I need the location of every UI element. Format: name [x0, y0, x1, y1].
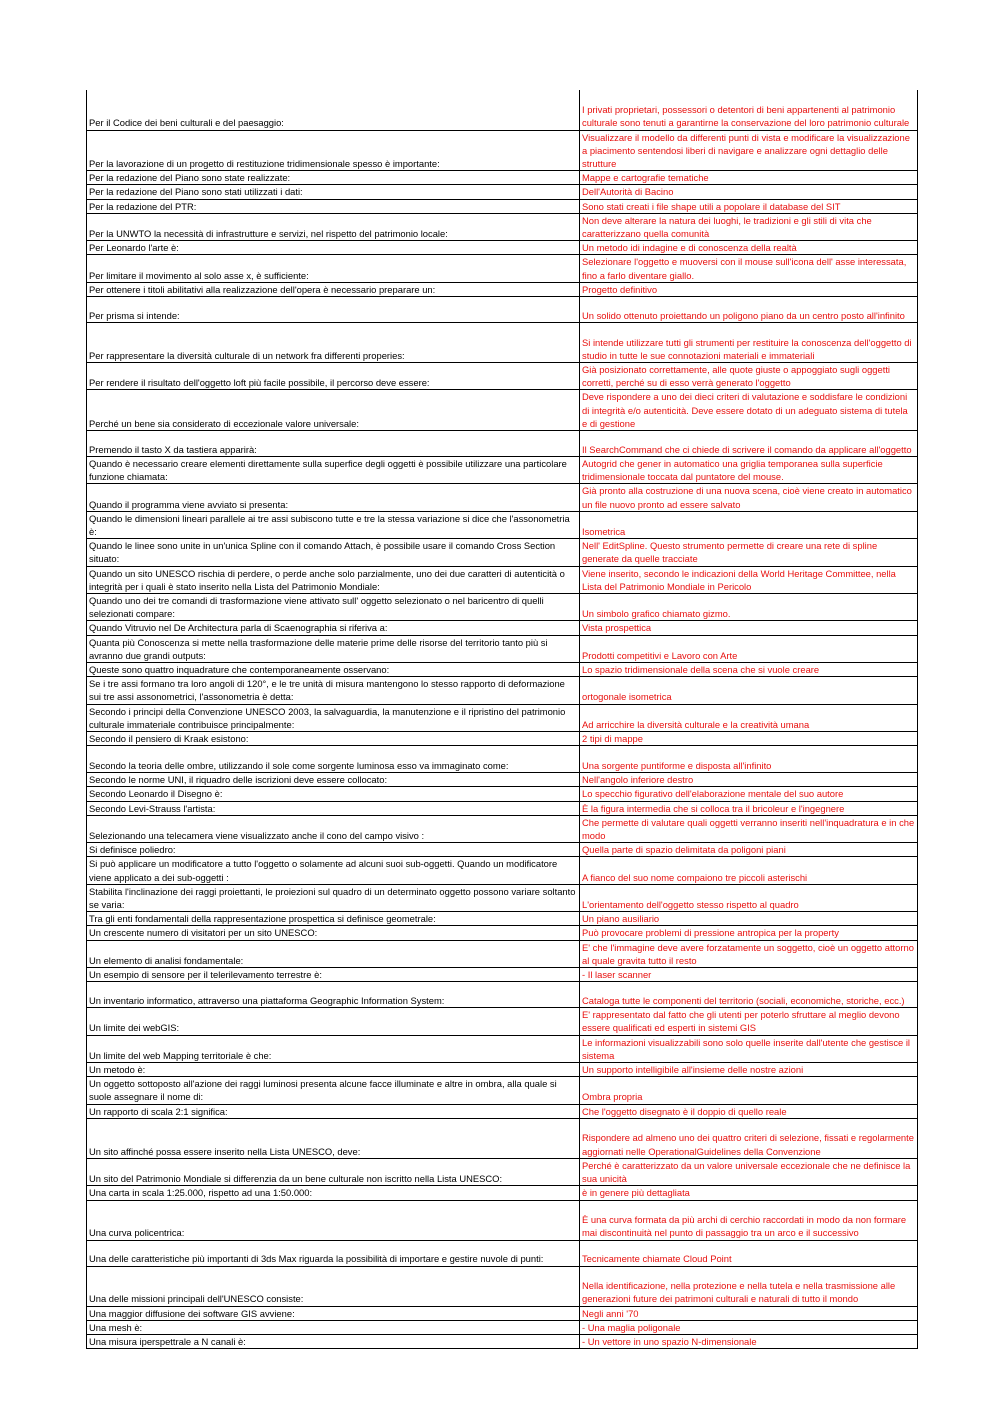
answer-cell: E' che l'immagine deve avere forzatamente un soggetto, cioè un oggetto attorno al quale gravita tutto il resto [580, 940, 918, 967]
question-cell: Quando le linee sono unite in un'unica Spline con il comando Attach, è possibile usare il comando Cross Section situato: [87, 539, 580, 566]
question-cell: Per ottenere i titoli abilitativi alla realizzazione dell'opera è necessario preparare un: [87, 282, 580, 296]
answer-cell: Un piano ausiliario [580, 912, 918, 926]
table-row [87, 390, 918, 431]
question-cell: Una delle missioni principali dell'UNESCO consiste: [87, 1266, 580, 1306]
answer-cell: I privati proprietari, possessori o detentori di beni appartenenti al patrimonio culturale sono tenuti a garantirne la conservazione del loro patrimonio culturale [580, 90, 918, 130]
table-row [87, 241, 918, 255]
answer-cell: Tecnicamente chiamate Cloud Point [580, 1240, 918, 1266]
table-row [87, 1104, 918, 1118]
table-row [87, 815, 918, 842]
question-cell: Un limite dei webGIS: [87, 1008, 580, 1035]
answer-cell: A fianco del suo nome compaiono tre piccoli asterischi [580, 857, 918, 884]
answer-cell: È la figura intermedia che si colloca tra il bricoleur e l'ingegnere [580, 801, 918, 815]
question-cell: Quando Vitruvio nel De Architectura parla di Scaenographia si riferiva a: [87, 621, 580, 635]
table-row [87, 1240, 918, 1266]
answer-cell: Ombra propria [580, 1077, 918, 1104]
answer-cell: Visualizzare il modello da differenti punti di vista e modificare la visualizzazione a piacimento sentendosi liberi di navigare e analizzare ogni dettaglio delle strutture [580, 130, 918, 171]
answer-cell: è in genere più dettagliata [580, 1186, 918, 1200]
answer-cell: Un simbolo grafico chiamato gizmo. [580, 593, 918, 620]
table-row [87, 801, 918, 815]
table-row [87, 1266, 918, 1306]
question-cell: Premendo il tasto X da tastiera apparirà: [87, 430, 580, 456]
question-cell: Quando uno dei tre comandi di trasformazione viene attivato sull' oggetto selezionato o nel baricentro di quelli selezionati compare: [87, 593, 580, 620]
table-row [87, 1158, 918, 1185]
question-cell: Quando è necessario creare elementi direttamente sulla superfice degli oggetti è possibile utilizzare una particolare funzione chiamata: [87, 456, 580, 483]
question-cell: Secondo le norme UNI, il riquadro delle iscrizioni deve essere collocato: [87, 773, 580, 787]
table-row [87, 663, 918, 677]
answer-cell: Deve rispondere a uno dei dieci criteri di valutazione e soddisfare le condizioni di integrità e/o autenticità. Deve essere dotato di un adeguato sistema di tutela e di gestione [580, 390, 918, 431]
table-row [87, 213, 918, 240]
answer-cell: Mappe e cartografie tematiche [580, 171, 918, 185]
table-row [87, 484, 918, 511]
table-row [87, 968, 918, 982]
question-cell: Una maggior diffusione dei software GIS avviene: [87, 1306, 580, 1320]
table-row [87, 787, 918, 801]
answer-cell: L'orientamento dell'oggetto stesso rispetto al quadro [580, 884, 918, 911]
table-row [87, 843, 918, 857]
question-cell: Per prisma si intende: [87, 296, 580, 322]
table-row [87, 1334, 918, 1348]
answer-cell: Progetto definitivo [580, 282, 918, 296]
question-cell: Selezionando una telecamera viene visualizzato anche il cono del campo visivo : [87, 815, 580, 842]
answer-cell: Già pronto alla costruzione di una nuova scena, cioè viene creato in automatico un file nuovo pronto ad essere salvato [580, 484, 918, 511]
question-cell: Per la redazione del Piano sono state realizzate: [87, 171, 580, 185]
answer-cell: Nella identificazione, nella protezione e nella tutela e nella trasmissione alle generazioni future dei patrimoni culturali e naturali di tutto il mondo [580, 1266, 918, 1306]
table-row [87, 773, 918, 787]
answer-cell: - Un vettore in uno spazio N-dimensionale [580, 1334, 918, 1348]
answer-cell: Già posizionato correttamente, alle quote giuste o appoggiato sugli oggetti corretti, perché su di esso verrà generato l'oggetto [580, 362, 918, 389]
question-cell: Per limitare il movimento al solo asse x, è sufficiente: [87, 255, 580, 282]
table-row [87, 593, 918, 620]
question-cell: Una mesh è: [87, 1320, 580, 1334]
answer-cell: - Una maglia poligonale [580, 1320, 918, 1334]
table-row [87, 185, 918, 199]
question-cell: Un inventario informatico, attraverso una piattaforma Geographic Information System: [87, 982, 580, 1008]
table-row [87, 635, 918, 662]
table-row [87, 940, 918, 967]
table-row [87, 1200, 918, 1240]
question-cell: Un esempio di sensore per il telerilevamento terrestre è: [87, 968, 580, 982]
answer-cell: Sono stati creati i file shape utili a popolare il database del SIT [580, 199, 918, 213]
question-cell: Se i tre assi formano tra loro angoli di 120°, e le tre unità di misura mantengono lo stesso rapporto di deformazione sui tre assi assonometrici, l'assonometria è detta: [87, 677, 580, 704]
table-row [87, 362, 918, 389]
question-cell: Un elemento di analisi fondamentale: [87, 940, 580, 967]
question-cell: Secondo la teoria delle ombre, utilizzando il sole come sorgente luminosa esso va immaginato come: [87, 746, 580, 773]
table-row [87, 912, 918, 926]
table-row [87, 1063, 918, 1077]
answer-cell: Che l'oggetto disegnato è il doppio di quello reale [580, 1104, 918, 1118]
question-cell: Un rapporto di scala 2:1 significa: [87, 1104, 580, 1118]
table-row [87, 677, 918, 704]
table-row [87, 296, 918, 322]
answer-cell: Un supporto intelligibile all'insieme delle nostre azioni [580, 1063, 918, 1077]
answer-cell: Una sorgente puntiforme e disposta all'infinito [580, 746, 918, 773]
question-cell: Quando le dimensioni lineari parallele ai tre assi subiscono tutte e tre la stessa variazione si dice che l'assonometria è: [87, 511, 580, 538]
table-row [87, 90, 918, 130]
question-cell: Una carta in scala 1:25.000, rispetto ad una 1:50.000: [87, 1186, 580, 1200]
table-row [87, 884, 918, 911]
question-cell: Una misura iperspettrale a N canali è: [87, 1334, 580, 1348]
question-cell: Una delle caratteristiche più importanti di 3ds Max riguarda la possibilità di importare e gestire nuvole di punti: [87, 1240, 580, 1266]
question-cell: Un metodo è: [87, 1063, 580, 1077]
answer-cell: Si intende utilizzare tutti gli strumenti per restituire la conoscenza dell'oggetto di studio in tutte le sue connotazioni materiali e immateriali [580, 322, 918, 362]
answer-cell: Quella parte di spazio delimitata da poligoni piani [580, 843, 918, 857]
answer-cell: Nell'angolo inferiore destro [580, 773, 918, 787]
question-cell: Quando un sito UNESCO rischia di perdere, o perde anche solo parzialmente, uno dei due caratteri di autenticità o integrità per i quali è stato inserito nella Lista del Patrimonio Mondiale: [87, 566, 580, 593]
table-row [87, 857, 918, 884]
table-row [87, 430, 918, 456]
question-cell: Per il Codice dei beni culturali e del paesaggio: [87, 90, 580, 130]
answer-cell: Isometrica [580, 511, 918, 538]
table-row [87, 1320, 918, 1334]
question-cell: Quanta più Conoscenza si mette nella trasformazione delle materie prime delle risorse del territorio tanto più si avranno due grandi outputs: [87, 635, 580, 662]
table-row [87, 130, 918, 171]
answer-cell: Cataloga tutte le componenti del territorio (sociali, economiche, storiche, ecc.) [580, 982, 918, 1008]
question-cell: Un limite del web Mapping territoriale è che: [87, 1035, 580, 1062]
question-cell: Secondo Leonardo il Disegno è: [87, 787, 580, 801]
question-cell: Stabilita l'inclinazione dei raggi proiettanti, le proiezioni sul quadro di un determinato oggetto possono variare soltanto se varia: [87, 884, 580, 911]
answer-cell: Negli anni '70 [580, 1306, 918, 1320]
question-cell: Per la lavorazione di un progetto di restituzione tridimensionale spesso è importante: [87, 130, 580, 171]
question-cell: Una curva policentrica: [87, 1200, 580, 1240]
table-row [87, 621, 918, 635]
table-row [87, 1008, 918, 1035]
answer-cell: Dell'Autorità di Bacino [580, 185, 918, 199]
question-cell: Un sito affinché possa essere inserito nella Lista UNESCO, deve: [87, 1118, 580, 1158]
question-cell: Secondo il pensiero di Kraak esistono: [87, 732, 580, 746]
question-cell: Queste sono quattro inquadrature che contemporaneamente osservano: [87, 663, 580, 677]
answer-cell: Prodotti competitivi e Lavoro con Arte [580, 635, 918, 662]
answer-cell: Lo spazio tridimensionale della scena che si vuole creare [580, 663, 918, 677]
question-cell: Si definisce poliedro: [87, 843, 580, 857]
table-row [87, 322, 918, 362]
answer-cell: 2 tipi di mappe [580, 732, 918, 746]
answer-cell: Nell' EditSpline. Questo strumento permette di creare una rete di spline generate da quelle tracciate [580, 539, 918, 566]
question-cell: Quando il programma viene avviato si presenta: [87, 484, 580, 511]
answer-cell: Vista prospettica [580, 621, 918, 635]
table-row [87, 199, 918, 213]
answer-cell: Ad arricchire la diversità culturale e la creatività umana [580, 704, 918, 731]
table-row [87, 1118, 918, 1158]
table-row [87, 456, 918, 483]
question-cell: Tra gli enti fondamentali della rappresentazione prospettica si definisce geometrale: [87, 912, 580, 926]
table-row [87, 1035, 918, 1062]
question-cell: Per la UNWTO la necessità di infrastrutture e servizi, nel rispetto del patrimonio locale: [87, 213, 580, 240]
table-row [87, 282, 918, 296]
table-row [87, 982, 918, 1008]
answer-cell: Viene inserito, secondo le indicazioni della World Heritage Committee, nella Lista del Patrimonio Mondiale in Pericolo [580, 566, 918, 593]
answer-cell: Può provocare problemi di pressione antropica per la property [580, 926, 918, 940]
table-row [87, 566, 918, 593]
answer-cell: Che permette di valutare quali oggetti verranno inseriti nell'inquadratura e in che modo [580, 815, 918, 842]
qa-table [86, 90, 918, 1349]
table-row [87, 539, 918, 566]
table-row [87, 1077, 918, 1104]
question-cell: Per la redazione del Piano sono stati utilizzati i dati: [87, 185, 580, 199]
question-cell: Un sito del Patrimonio Mondiale si differenzia da un bene culturale non iscritto nella Lista UNESCO: [87, 1158, 580, 1185]
answer-cell: Un metodo idi indagine e di conoscenza della realtà [580, 241, 918, 255]
question-cell: Secondo Levi-Strauss l'artista: [87, 801, 580, 815]
answer-cell: ortogonale isometrica [580, 677, 918, 704]
table-row [87, 746, 918, 773]
table-row [87, 732, 918, 746]
answer-cell: Non deve alterare la natura dei luoghi, le tradizioni e gli stili di vita che caratterizzano quella comunità [580, 213, 918, 240]
table-row [87, 511, 918, 538]
table-row [87, 704, 918, 731]
answer-cell: Le informazioni visualizzabili sono solo quelle inserite dall'utente che gestisce il sistema [580, 1035, 918, 1062]
answer-cell: Lo specchio figurativo dell'elaborazione mentale del suo autore [580, 787, 918, 801]
answer-cell: Perché è caratterizzato da un valore universale eccezionale che ne definisce la sua unicità [580, 1158, 918, 1185]
answer-cell: Il SearchCommand che ci chiede di scrivere il comando da applicare all'oggetto [580, 430, 918, 456]
answer-cell: È una curva formata da più archi di cerchio raccordati in modo da non formare mai discontinuità nel punto di passaggio tra un arco e il successivo [580, 1200, 918, 1240]
qa-table-body [87, 90, 918, 1349]
table-row [87, 171, 918, 185]
answer-cell: - Il laser scanner [580, 968, 918, 982]
table-row [87, 926, 918, 940]
question-cell: Per la redazione del PTR: [87, 199, 580, 213]
question-cell: Perché un bene sia considerato di eccezionale valore universale: [87, 390, 580, 431]
answer-cell: Un solido ottenuto proiettando un poligono piano da un centro posto all'infinito [580, 296, 918, 322]
question-cell: Per rappresentare la diversità culturale di un network fra differenti properies: [87, 322, 580, 362]
answer-cell: Selezionare l'oggetto e muoversi con il mouse sull'icona dell' asse interessata, fino a farlo diventare giallo. [580, 255, 918, 282]
answer-cell: Autogrid che gener in automatico una griglia temporanea sulla superficie tridimensionale toccata dal puntatore del mouse. [580, 456, 918, 483]
question-cell: Per Leonardo l'arte è: [87, 241, 580, 255]
table-row [87, 1186, 918, 1200]
question-cell: Un oggetto sottoposto all'azione dei raggi luminosi presenta alcune facce illuminate e altre in ombra, alla quale si suole assegnare il nome di: [87, 1077, 580, 1104]
answer-cell: Rispondere ad almeno uno dei quattro criteri di selezione, fissati e regolarmente aggiornati nelle OperationalGuidelines della Convenzione [580, 1118, 918, 1158]
question-cell: Secondo i principi della Convenzione UNESCO 2003, la salvaguardia, la manutenzione e il ripristino del patrimonio culturale immateriale contribuisce principalmente: [87, 704, 580, 731]
question-cell: Per rendere il risultato dell'oggetto loft più facile possibile, il percorso deve essere: [87, 362, 580, 389]
question-cell: Si può applicare un modificatore a tutto l'oggetto o solamente ad alcuni suoi sub-oggetti. Quando un modificatore viene applicato a dei sub-oggetti : [87, 857, 580, 884]
answer-cell: E' rappresentato dal fatto che gli utenti per poterlo sfruttare al meglio devono essere qualificati ed esperti in sistemi GIS [580, 1008, 918, 1035]
question-cell: Un crescente numero di visitatori per un sito UNESCO: [87, 926, 580, 940]
table-row [87, 1306, 918, 1320]
table-row [87, 255, 918, 282]
